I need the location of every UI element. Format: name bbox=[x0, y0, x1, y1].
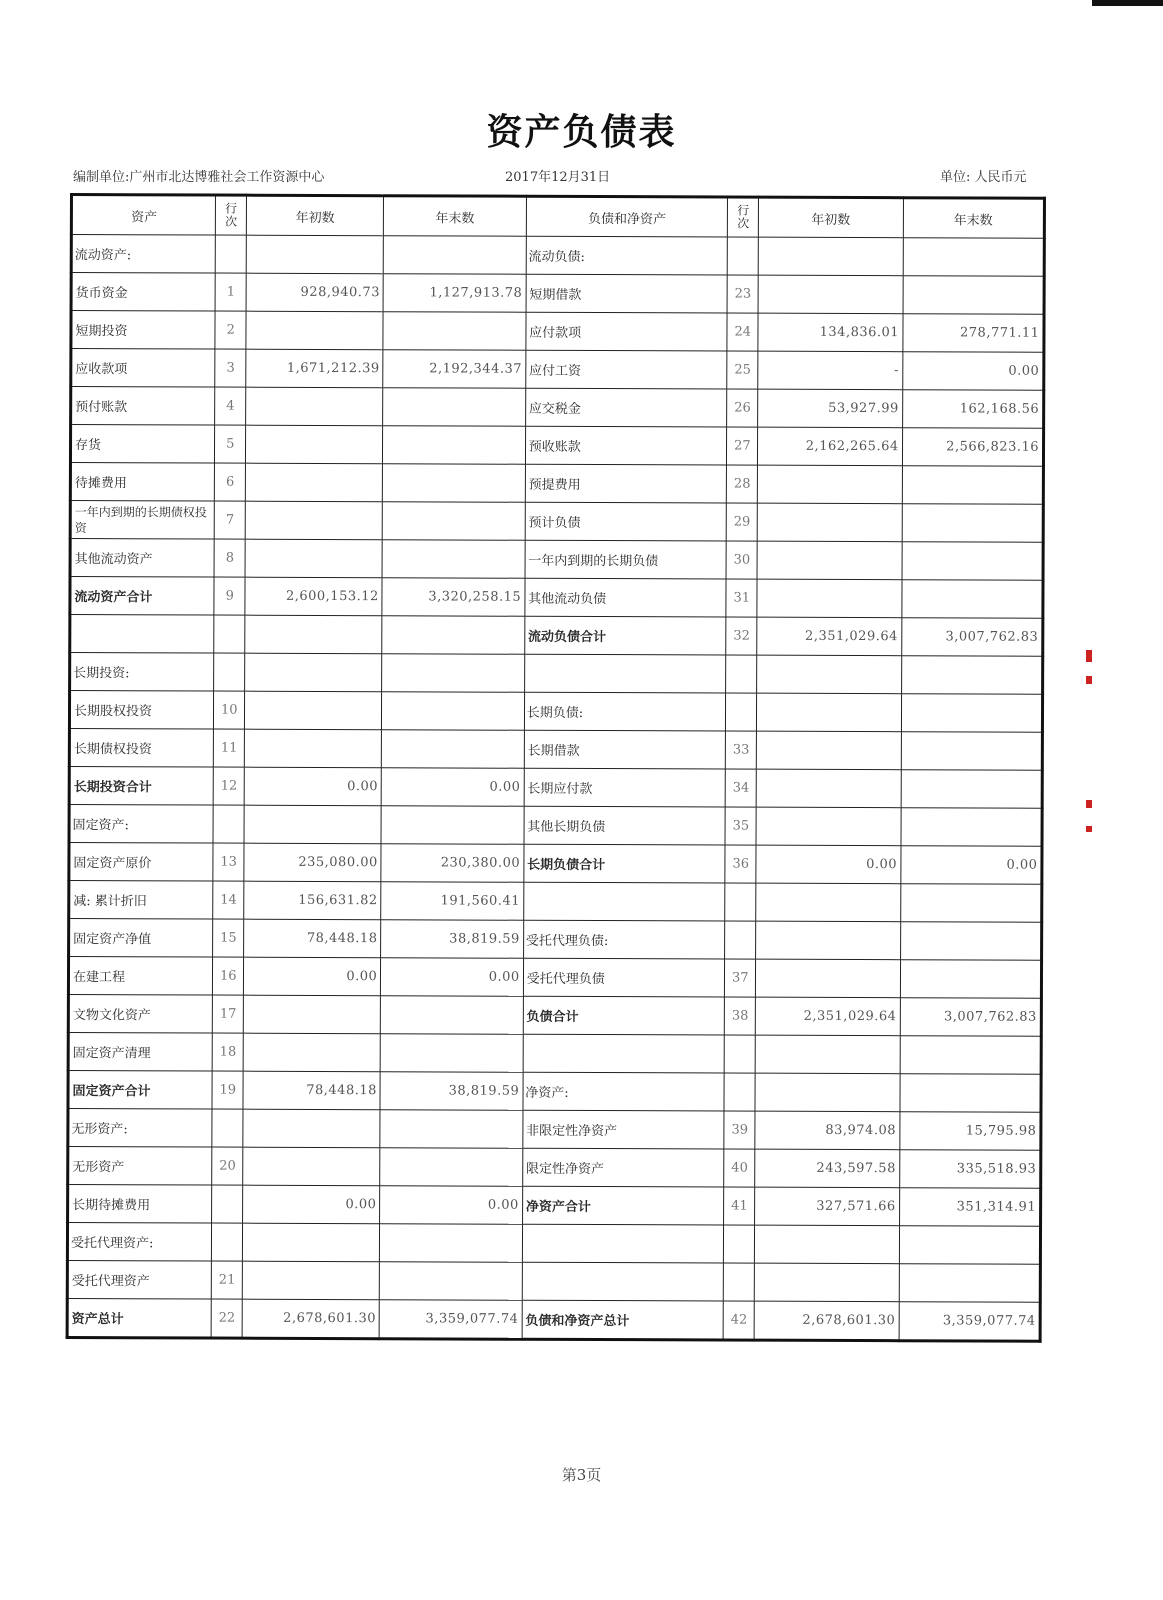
liability-row-no bbox=[725, 1035, 756, 1073]
liability-begin-value bbox=[758, 275, 903, 314]
table-row bbox=[67, 1298, 1040, 1341]
liability-row-no: 41 bbox=[724, 1187, 755, 1225]
liability-begin-value: 2,162,265.64 bbox=[758, 427, 903, 466]
scan-corner-mark bbox=[1092, 0, 1163, 6]
asset-end-value bbox=[380, 1148, 523, 1187]
balance-sheet-table bbox=[66, 193, 1046, 1343]
liability-begin-value bbox=[755, 1035, 900, 1074]
asset-end-value bbox=[384, 236, 527, 275]
liability-end-value bbox=[900, 922, 1042, 961]
asset-row-no: 15 bbox=[213, 919, 244, 957]
table-row bbox=[70, 615, 1043, 657]
liability-begin-value bbox=[756, 883, 901, 922]
asset-row-no bbox=[216, 235, 247, 273]
liability-end-value: 0.00 bbox=[902, 352, 1044, 391]
asset-label: 资产总计 bbox=[67, 1298, 212, 1338]
asset-end-value: 2,192,344.37 bbox=[383, 350, 526, 389]
asset-label: 长期股权投资 bbox=[69, 691, 214, 730]
asset-end-value bbox=[380, 1110, 523, 1149]
liability-end-value bbox=[899, 1226, 1041, 1265]
asset-begin-value bbox=[243, 1109, 380, 1148]
header-begin: 年初数 bbox=[246, 195, 383, 236]
liability-row-no: 35 bbox=[725, 807, 756, 845]
asset-begin-value: 0.00 bbox=[244, 767, 381, 806]
liability-begin-value: - bbox=[758, 351, 903, 390]
asset-begin-value bbox=[243, 995, 380, 1034]
asset-label: 短期投资 bbox=[71, 311, 216, 350]
liability-label: 长期应付款 bbox=[524, 768, 726, 807]
asset-label: 一年内到期的长期债权投资 bbox=[70, 501, 215, 540]
liability-begin-value bbox=[758, 237, 903, 276]
header-row-no: 行次 bbox=[216, 195, 247, 235]
asset-label: 待摊费用 bbox=[70, 463, 215, 502]
asset-end-value bbox=[383, 464, 526, 503]
asset-row-no: 1 bbox=[215, 273, 246, 311]
liability-begin-value bbox=[756, 769, 901, 808]
asset-end-value bbox=[382, 616, 525, 655]
asset-label: 在建工程 bbox=[68, 957, 213, 996]
asset-label: 存货 bbox=[70, 425, 215, 464]
liability-begin-value bbox=[757, 655, 902, 694]
asset-begin-value: 156,631.82 bbox=[244, 881, 381, 920]
asset-row-no: 18 bbox=[213, 1033, 244, 1071]
asset-row-no: 8 bbox=[214, 539, 245, 577]
liability-end-value bbox=[903, 276, 1045, 315]
asset-row-no bbox=[212, 1109, 243, 1147]
asset-begin-value: 2,600,153.12 bbox=[245, 577, 382, 616]
asset-label: 减: 累计折旧 bbox=[69, 881, 214, 920]
asset-row-no: 10 bbox=[214, 691, 245, 729]
table-row bbox=[69, 843, 1042, 885]
table-row bbox=[68, 1070, 1041, 1112]
liability-begin-value: 2,351,029.64 bbox=[757, 617, 902, 656]
asset-label: 预付账款 bbox=[71, 387, 216, 426]
liability-row-no: 23 bbox=[728, 275, 759, 313]
liability-begin-value bbox=[758, 465, 903, 504]
liability-begin-value bbox=[756, 959, 901, 998]
asset-begin-value bbox=[244, 805, 381, 844]
liability-label bbox=[522, 1262, 724, 1301]
asset-end-value: 230,380.00 bbox=[381, 844, 524, 883]
liability-row-no: 33 bbox=[726, 731, 757, 769]
table-row bbox=[69, 691, 1042, 733]
liability-row-no: 39 bbox=[724, 1111, 755, 1149]
asset-label: 无形资产: bbox=[68, 1108, 213, 1147]
asset-label: 流动资产合计 bbox=[70, 577, 215, 616]
liability-begin-value: 243,597.58 bbox=[755, 1149, 900, 1188]
liability-row-no: 36 bbox=[725, 845, 756, 883]
liability-row-no: 38 bbox=[725, 997, 756, 1035]
table-row bbox=[69, 881, 1042, 923]
asset-row-no: 12 bbox=[214, 767, 245, 805]
asset-begin-value bbox=[246, 311, 383, 350]
asset-row-no: 7 bbox=[215, 501, 246, 539]
asset-end-value bbox=[380, 1034, 523, 1073]
liability-label: 净资产: bbox=[523, 1072, 725, 1111]
liability-begin-value bbox=[757, 579, 902, 618]
liability-begin-value bbox=[757, 541, 902, 580]
liability-begin-value bbox=[754, 1263, 899, 1302]
liability-end-value bbox=[901, 770, 1043, 809]
asset-begin-value bbox=[246, 235, 383, 274]
table-row bbox=[68, 957, 1041, 999]
liability-label bbox=[523, 882, 725, 921]
liability-row-no: 25 bbox=[727, 351, 758, 389]
asset-label bbox=[70, 615, 215, 654]
header-liability: 负债和净资产 bbox=[526, 196, 728, 237]
asset-row-no: 16 bbox=[213, 957, 244, 995]
asset-end-value bbox=[381, 806, 524, 845]
liability-row-no: 37 bbox=[725, 959, 756, 997]
asset-label: 固定资产净值 bbox=[69, 919, 214, 958]
liability-label: 长期负债合计 bbox=[524, 844, 726, 883]
table-row bbox=[70, 425, 1043, 467]
table-row bbox=[71, 235, 1044, 277]
liability-end-value: 162,168.56 bbox=[902, 390, 1044, 429]
liability-row-no bbox=[728, 237, 759, 275]
liability-label: 预提费用 bbox=[525, 464, 727, 503]
currency-unit: 单位: 人民币元 bbox=[940, 170, 1027, 185]
liability-begin-value: 2,351,029.64 bbox=[755, 997, 900, 1036]
table-row bbox=[68, 1184, 1041, 1226]
asset-label: 固定资产合计 bbox=[68, 1070, 213, 1109]
liability-end-value bbox=[899, 1264, 1041, 1303]
liability-label: 负债和净资产总计 bbox=[522, 1300, 724, 1340]
liability-row-no: 26 bbox=[727, 389, 758, 427]
liability-label: 受托代理负债: bbox=[523, 920, 725, 959]
asset-begin-value: 1,671,212.39 bbox=[246, 349, 383, 388]
asset-row-no bbox=[214, 615, 245, 653]
asset-end-value: 38,819.59 bbox=[381, 920, 524, 959]
asset-end-value: 1,127,913.78 bbox=[383, 274, 526, 313]
asset-row-no: 5 bbox=[215, 425, 246, 463]
asset-label: 流动资产: bbox=[71, 235, 216, 274]
liability-end-value bbox=[901, 808, 1043, 847]
asset-begin-value: 0.00 bbox=[244, 957, 381, 996]
table-row bbox=[69, 919, 1042, 961]
liability-begin-value bbox=[756, 807, 901, 846]
asset-label: 固定资产清理 bbox=[68, 1032, 213, 1071]
asset-begin-value: 78,448.18 bbox=[243, 1071, 380, 1110]
asset-row-no bbox=[212, 1185, 243, 1223]
liability-row-no bbox=[725, 883, 756, 921]
header-asset: 资产 bbox=[71, 195, 216, 236]
asset-row-no: 3 bbox=[215, 349, 246, 387]
asset-begin-value bbox=[246, 425, 383, 464]
asset-end-value: 0.00 bbox=[381, 958, 524, 997]
table-row bbox=[71, 311, 1044, 353]
scan-side-mark-1 bbox=[1086, 650, 1092, 662]
liability-row-no: 34 bbox=[726, 769, 757, 807]
asset-begin-value bbox=[243, 1033, 380, 1072]
scan-side-mark-2 bbox=[1086, 676, 1092, 684]
asset-end-value bbox=[380, 1262, 523, 1301]
table-row bbox=[71, 387, 1044, 429]
table-row bbox=[69, 805, 1042, 847]
liability-label bbox=[523, 1034, 725, 1073]
asset-label: 应收款项 bbox=[71, 349, 216, 388]
scan-side-mark-3 bbox=[1086, 800, 1092, 808]
liability-label: 其他长期负债 bbox=[524, 806, 726, 845]
asset-begin-value bbox=[244, 729, 381, 768]
asset-row-no bbox=[214, 653, 245, 691]
liability-label: 流动负债合计 bbox=[524, 616, 726, 655]
liability-label: 应付款项 bbox=[526, 312, 728, 351]
liability-row-no bbox=[724, 1073, 755, 1111]
asset-label: 文物文化资产 bbox=[68, 994, 213, 1033]
liability-end-value bbox=[900, 960, 1042, 999]
document-title: 资产负债表 bbox=[486, 111, 677, 153]
asset-begin-value bbox=[246, 387, 383, 426]
liability-end-value: 0.00 bbox=[900, 846, 1042, 885]
asset-begin-value: 235,080.00 bbox=[244, 843, 381, 882]
page-number: 第3页 bbox=[561, 1466, 602, 1484]
liability-label: 其他流动负债 bbox=[525, 578, 727, 617]
asset-end-value: 0.00 bbox=[382, 768, 525, 807]
asset-label: 固定资产原价 bbox=[69, 843, 214, 882]
liability-row-no: 32 bbox=[726, 617, 757, 655]
asset-end-value bbox=[382, 654, 525, 693]
liability-end-value: 351,314.91 bbox=[899, 1188, 1041, 1227]
asset-label: 受托代理资产 bbox=[67, 1260, 212, 1299]
asset-begin-value bbox=[242, 1261, 379, 1300]
asset-label: 长期待摊费用 bbox=[68, 1184, 213, 1223]
asset-begin-value bbox=[243, 1147, 380, 1186]
asset-end-value: 38,819.59 bbox=[380, 1072, 523, 1111]
liability-end-value: 3,007,762.83 bbox=[900, 998, 1042, 1037]
liability-begin-value: 2,678,601.30 bbox=[754, 1301, 899, 1341]
liability-begin-value bbox=[755, 1073, 900, 1112]
asset-begin-value: 2,678,601.30 bbox=[242, 1299, 379, 1339]
table-row bbox=[68, 1032, 1041, 1074]
asset-begin-value: 78,448.18 bbox=[244, 919, 381, 958]
asset-end-value bbox=[381, 996, 524, 1035]
liability-row-no: 40 bbox=[724, 1149, 755, 1187]
liability-label: 限定性净资产 bbox=[522, 1148, 724, 1187]
liability-end-value bbox=[901, 656, 1043, 695]
org-label: 编制单位:广州市北达博雅社会工作资源中心 bbox=[73, 170, 325, 185]
table-row bbox=[71, 273, 1044, 315]
liability-label: 短期借款 bbox=[526, 274, 728, 313]
asset-label: 长期债权投资 bbox=[69, 729, 214, 768]
asset-begin-value bbox=[245, 463, 382, 502]
table-row bbox=[67, 1260, 1040, 1302]
liability-begin-value bbox=[756, 921, 901, 960]
table-row bbox=[70, 501, 1043, 543]
asset-row-no: 21 bbox=[212, 1261, 243, 1299]
asset-row-no: 6 bbox=[215, 463, 246, 501]
asset-end-value bbox=[383, 312, 526, 351]
header-row-no-right: 行次 bbox=[728, 197, 759, 237]
asset-row-no: 9 bbox=[214, 577, 245, 615]
asset-begin-value bbox=[245, 501, 382, 540]
liability-begin-value: 0.00 bbox=[756, 845, 901, 884]
asset-end-value bbox=[382, 692, 525, 731]
asset-label: 无形资产 bbox=[68, 1146, 213, 1185]
liability-end-value: 2,566,823.16 bbox=[902, 428, 1044, 467]
asset-label: 长期投资: bbox=[70, 653, 215, 692]
asset-row-no: 20 bbox=[212, 1147, 243, 1185]
asset-label: 受托代理资产: bbox=[67, 1222, 212, 1261]
asset-end-value bbox=[383, 502, 526, 541]
liability-label: 预收账款 bbox=[525, 426, 727, 465]
asset-row-no: 22 bbox=[212, 1299, 243, 1338]
liability-label bbox=[522, 1224, 724, 1263]
asset-begin-value bbox=[245, 691, 382, 730]
table-row bbox=[68, 1108, 1041, 1150]
table-row bbox=[71, 349, 1044, 391]
asset-row-no bbox=[212, 1223, 243, 1261]
liability-row-no: 24 bbox=[727, 313, 758, 351]
asset-row-no bbox=[213, 805, 244, 843]
liability-label: 负债合计 bbox=[523, 996, 725, 1035]
table-row bbox=[70, 653, 1043, 695]
liability-label bbox=[524, 654, 726, 693]
liability-end-value: 3,359,077.74 bbox=[899, 1302, 1041, 1342]
liability-begin-value bbox=[757, 503, 902, 542]
liability-begin-value: 53,927.99 bbox=[758, 389, 903, 428]
report-date: 2017年12月31日 bbox=[505, 170, 611, 185]
asset-begin-value bbox=[245, 539, 382, 578]
liability-end-value bbox=[901, 580, 1043, 619]
balance-sheet-body bbox=[67, 235, 1044, 1342]
liability-end-value bbox=[902, 466, 1044, 505]
liability-end-value bbox=[903, 238, 1045, 277]
table-row bbox=[69, 729, 1042, 771]
asset-end-value bbox=[380, 1224, 523, 1263]
table-row bbox=[67, 1222, 1040, 1264]
table-row bbox=[70, 539, 1043, 581]
header-end-right: 年末数 bbox=[903, 198, 1045, 239]
liability-row-no: 31 bbox=[726, 579, 757, 617]
liability-end-value: 278,771.11 bbox=[903, 314, 1045, 353]
asset-end-value bbox=[383, 388, 526, 427]
liability-row-no bbox=[724, 1225, 755, 1263]
liability-row-no: 30 bbox=[727, 541, 758, 579]
asset-row-no: 11 bbox=[214, 729, 245, 767]
liability-begin-value: 327,571.66 bbox=[755, 1187, 900, 1226]
asset-row-no: 2 bbox=[215, 311, 246, 349]
liability-row-no bbox=[725, 921, 756, 959]
liability-end-value bbox=[901, 694, 1043, 733]
header-end: 年末数 bbox=[384, 196, 527, 237]
asset-begin-value bbox=[243, 1223, 380, 1262]
liability-label: 长期借款 bbox=[524, 730, 726, 769]
liability-end-value bbox=[900, 1036, 1042, 1075]
liability-begin-value: 83,974.08 bbox=[755, 1111, 900, 1150]
liability-row-no bbox=[724, 1263, 755, 1301]
liability-label: 长期负债: bbox=[524, 692, 726, 731]
liability-row-no: 29 bbox=[727, 503, 758, 541]
asset-end-value: 0.00 bbox=[380, 1186, 523, 1225]
liability-label: 应交税金 bbox=[525, 388, 727, 427]
table-row bbox=[68, 1146, 1041, 1188]
liability-end-value: 15,795.98 bbox=[899, 1112, 1041, 1151]
asset-row-no: 13 bbox=[213, 843, 244, 881]
asset-label: 固定资产: bbox=[69, 805, 214, 844]
liability-row-no: 28 bbox=[727, 465, 758, 503]
asset-end-value bbox=[382, 730, 525, 769]
asset-row-no: 4 bbox=[215, 387, 246, 425]
asset-label: 长期投资合计 bbox=[69, 767, 214, 806]
liability-label: 一年内到期的长期负债 bbox=[525, 540, 727, 579]
liability-row-no bbox=[726, 655, 757, 693]
liability-end-value: 335,518.93 bbox=[899, 1150, 1041, 1189]
liability-end-value bbox=[900, 884, 1042, 923]
asset-end-value: 191,560.41 bbox=[381, 882, 524, 921]
scan-side-mark-4 bbox=[1086, 826, 1092, 832]
asset-end-value bbox=[382, 540, 525, 579]
liability-begin-value bbox=[755, 1225, 900, 1264]
liability-row-no: 42 bbox=[724, 1301, 755, 1340]
asset-label: 其他流动资产 bbox=[70, 539, 215, 578]
table-row bbox=[70, 577, 1043, 619]
asset-label: 货币资金 bbox=[71, 273, 216, 312]
header-begin-right: 年初数 bbox=[759, 197, 904, 238]
liability-end-value bbox=[901, 732, 1043, 771]
liability-begin-value bbox=[756, 731, 901, 770]
liability-label: 净资产合计 bbox=[522, 1186, 724, 1225]
liability-label: 流动负债: bbox=[526, 236, 728, 275]
liability-end-value: 3,007,762.83 bbox=[901, 618, 1043, 657]
liability-row-no: 27 bbox=[727, 427, 758, 465]
liability-label: 非限定性净资产 bbox=[523, 1110, 725, 1149]
asset-end-value bbox=[383, 426, 526, 465]
liability-end-value bbox=[902, 542, 1044, 581]
asset-begin-value: 0.00 bbox=[243, 1185, 380, 1224]
table-row bbox=[69, 767, 1042, 809]
header-row bbox=[71, 195, 1044, 239]
liability-begin-value: 134,836.01 bbox=[758, 313, 903, 352]
asset-begin-value bbox=[245, 653, 382, 692]
liability-begin-value bbox=[757, 693, 902, 732]
asset-end-value: 3,320,258.15 bbox=[382, 578, 525, 617]
liability-row-no bbox=[726, 693, 757, 731]
asset-row-no: 17 bbox=[213, 995, 244, 1033]
asset-begin-value bbox=[245, 615, 382, 654]
asset-begin-value: 928,940.73 bbox=[246, 273, 383, 312]
asset-row-no: 19 bbox=[212, 1071, 243, 1109]
liability-label: 预计负债 bbox=[525, 502, 727, 541]
liability-label: 应付工资 bbox=[525, 350, 727, 389]
liability-end-value bbox=[900, 1074, 1042, 1113]
table-row bbox=[68, 994, 1041, 1036]
asset-end-value: 3,359,077.74 bbox=[379, 1300, 522, 1340]
liability-label: 受托代理负债 bbox=[523, 958, 725, 997]
liability-end-value bbox=[902, 504, 1044, 543]
asset-row-no: 14 bbox=[213, 881, 244, 919]
table-row bbox=[70, 463, 1043, 505]
